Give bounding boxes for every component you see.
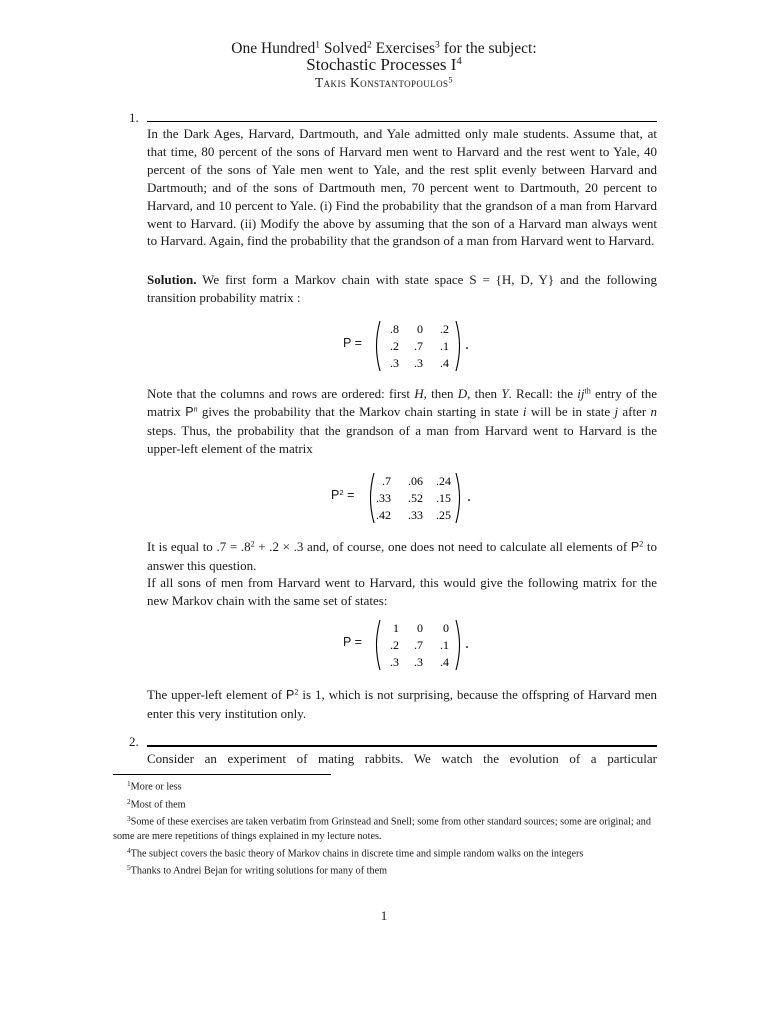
matrix-3-label: P = bbox=[343, 635, 362, 649]
left-paren bbox=[371, 473, 375, 523]
footnote-mark: 5 bbox=[448, 75, 453, 85]
right-paren bbox=[456, 473, 460, 523]
footnotes bbox=[113, 777, 658, 879]
matrix-3-body bbox=[373, 617, 463, 673]
exercise-1-final: The upper-left element of $P^2$ is 1, which is not surprising, because the offspring of Harvard men enter this very institution only. bbox=[147, 687, 657, 721]
left-paren bbox=[377, 620, 381, 670]
title-part: Exercises bbox=[371, 40, 436, 57]
exercise-1-if: If all sons of men from Harvard went to Harvard, this would give the following matrix for the new Markov chain with the same set of states: bbox=[147, 575, 657, 608]
matrix-2-label: $P^2$ = bbox=[331, 487, 355, 502]
matrix-cell: .25 bbox=[436, 508, 451, 522]
matrix-1-period: . bbox=[465, 336, 469, 353]
matrix-cell: .7 bbox=[382, 474, 391, 488]
exercise-1-solution bbox=[147, 271, 657, 307]
matrix-cell: .3 bbox=[414, 655, 423, 669]
footnote-mark: 1 bbox=[315, 39, 321, 51]
title-part: for the subject: bbox=[439, 40, 537, 57]
matrix-3-period: . bbox=[465, 635, 469, 652]
left-paren bbox=[377, 321, 381, 371]
matrix-cell: .52 bbox=[408, 491, 423, 505]
matrix-cell: .1 bbox=[440, 638, 449, 652]
matrix-cell: .7 bbox=[414, 339, 423, 353]
footnote-mark: 2 bbox=[366, 39, 372, 51]
matrix-cell: .2 bbox=[390, 638, 399, 652]
footnote: $^5$Thanks to Andrei Bejan for writing solutions for many of them bbox=[127, 863, 388, 877]
matrix-cell: .7 bbox=[414, 638, 423, 652]
title-part: Solved bbox=[320, 40, 367, 57]
matrix-cell: 0 bbox=[417, 322, 423, 336]
exercise-divider bbox=[147, 745, 657, 747]
matrix-cell: .4 bbox=[440, 356, 449, 370]
matrix-cell: 0 bbox=[417, 621, 423, 635]
right-paren bbox=[456, 321, 460, 371]
matrix-cell: .24 bbox=[436, 474, 451, 488]
matrix-cell: .8 bbox=[390, 322, 399, 336]
exercise-1-note: Note that the columns and rows are ordered: first H, then D, then Y. Recall: the $ij^{th}$ entry of the matrix $P^n$ gives the probability that the Markov chain starting in state i will be in state j after n steps. Thus, the probability that the grandson of a man from Harvard went to Harvard is the upper-left element of the matrix bbox=[147, 386, 658, 456]
matrix-1-body bbox=[373, 318, 463, 374]
author-line bbox=[0, 75, 768, 91]
matrix-2-period: . bbox=[467, 488, 471, 505]
footnote: $^3$Some of these exercises are taken verbatim from Grinstead and Snell; some from other standard sources; some are original; and some are mere repetitions of things explained in my lecture notes. bbox=[113, 814, 651, 842]
footnote-mark: 3 bbox=[435, 39, 440, 51]
matrix-cell: .15 bbox=[436, 491, 451, 505]
matrix-cell: .42 bbox=[376, 508, 391, 522]
matrix-cell: .3 bbox=[390, 356, 399, 370]
author-name: Takis Konstantopoulos bbox=[315, 75, 449, 90]
matrix-cell: .33 bbox=[408, 508, 423, 522]
title-course: Stochastic Processes I bbox=[306, 55, 457, 74]
exercise-1-equal: It is equal to $.7 = .8^2 + .2 \times .3$ and, of course, one does not need to calculate all elements of $P^2$ to answer this question. bbox=[147, 539, 657, 573]
matrix-2-body bbox=[367, 470, 463, 526]
footnote: $^1$More or less bbox=[127, 779, 182, 793]
exercise-divider bbox=[147, 121, 657, 122]
matrix-cell: 1 bbox=[393, 621, 399, 635]
exercise-1-problem: In the Dark Ages, Harvard, Dartmouth, and Yale admitted only male students. Assume that, at that time, 80 percent of the sons of Harvard men went to Harvard and the rest went to Yale, 40 percent of the sons of Yale men went to Yale, and the rest split evenly between Harvard and Dartmouth; and of the sons of Dartmouth men, 70 percent went to Dartmouth, 20 percent to Harvard, and 10 percent to Yale. (i) Find the probability that the grandson of a man from Harvard went to Harvard. (ii) Modify the above by assuming that the son of a Harvard man always went to Harvard. Again, find the probability that the grandson of a man from Harvard went to Harvard. bbox=[147, 126, 657, 249]
matrix-cell: .4 bbox=[440, 655, 449, 669]
footnote-mark: 4 bbox=[456, 56, 462, 68]
title-part: One Hundred bbox=[231, 40, 316, 57]
matrix-cell: .33 bbox=[376, 491, 391, 505]
matrix-cell: .1 bbox=[440, 339, 449, 353]
title-line-2 bbox=[0, 55, 768, 75]
matrix-cell: 0 bbox=[443, 621, 449, 635]
right-paren bbox=[456, 620, 460, 670]
page-number: 1 bbox=[380, 908, 388, 923]
matrix-cell: .2 bbox=[390, 339, 399, 353]
matrix-cell: .3 bbox=[414, 356, 423, 370]
matrix-1-label: P = bbox=[343, 336, 362, 350]
solution-label: Solution. bbox=[147, 272, 197, 287]
footnote: $^2$Most of them bbox=[127, 796, 186, 810]
matrix-cell: .06 bbox=[408, 474, 423, 488]
exercise-2-problem: Consider an experiment of mating rabbits. We watch the evolution of a particular bbox=[147, 751, 657, 766]
exercise-number: 1. bbox=[129, 110, 139, 125]
solution-text: We first form a Markov chain with state space S = {H, D, Y} and the following transition probability matrix : bbox=[147, 272, 658, 305]
matrix-cell: .3 bbox=[390, 655, 399, 669]
footnote-divider bbox=[113, 774, 331, 775]
matrix-cell: .2 bbox=[440, 322, 449, 336]
footnote: $^4$The subject covers the basic theory of Markov chains in discrete time and simple random walks on the integers bbox=[127, 845, 584, 859]
exercise-number: 2. bbox=[129, 734, 139, 749]
